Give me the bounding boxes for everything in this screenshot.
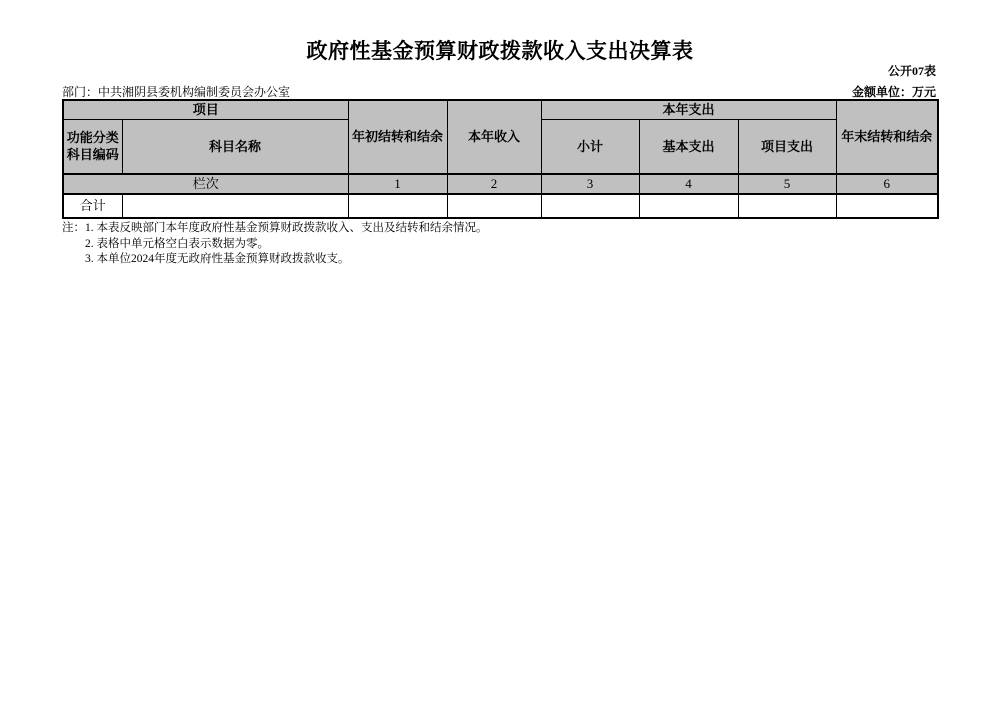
data-cell-opening-balance [348, 194, 447, 218]
column-index-3: 3 [541, 174, 639, 194]
header-row-1 [63, 100, 938, 119]
notes [62, 221, 488, 268]
column-index-row [63, 174, 938, 194]
data-cell-closing-balance [836, 194, 938, 218]
header-project-group: 项目 [63, 100, 348, 119]
total-label: 合计 [63, 194, 122, 218]
notes-prefix: 注： [62, 222, 85, 234]
column-index-2: 2 [447, 174, 541, 194]
header-opening-balance: 年初结转和结余 [348, 100, 447, 174]
amount-unit-label: 金额单位：万元 [851, 85, 936, 99]
table-code-label: 公开07表 [887, 64, 936, 78]
column-index-1: 1 [348, 174, 447, 194]
lanci-label: 栏次 [63, 174, 348, 194]
header-function-code: 功能分类科目编码 [63, 119, 122, 174]
header-subtotal: 小计 [541, 119, 639, 174]
column-index-6: 6 [836, 174, 938, 194]
note-item-1: 1. 本表反映部门本年度政府性基金预算财政拨款收入、支出及结转和结余情况。 [85, 222, 488, 234]
data-cell-basic-expenditure [639, 194, 738, 218]
department-line: 部门：中共湘阴县委机构编制委员会办公室 [62, 85, 291, 99]
data-cell-subject-name [122, 194, 348, 218]
page-title: 政府性基金预算财政拨款收入支出决算表 [306, 39, 694, 63]
column-index-5: 5 [738, 174, 836, 194]
header-subject-name: 科目名称 [122, 119, 348, 174]
header-basic-expenditure: 基本支出 [639, 119, 738, 174]
note-item-3: 3. 本单位2024年度无政府性基金预算财政拨款收支。 [85, 253, 350, 265]
data-cell-subtotal [541, 194, 639, 218]
column-index-4: 4 [639, 174, 738, 194]
header-current-year-income: 本年收入 [447, 100, 541, 174]
header-closing-balance: 年末结转和结余 [836, 100, 938, 174]
notes-items [85, 221, 488, 268]
header-project-expenditure: 项目支出 [738, 119, 836, 174]
header-expenditure-group: 本年支出 [541, 100, 836, 119]
budget-table [62, 99, 939, 219]
data-cell-project-expenditure [738, 194, 836, 218]
note-item-2: 2. 表格中单元格空白表示数据为零。 [85, 237, 269, 250]
data-cell-current-year-income [447, 194, 541, 218]
table-row-total [63, 194, 938, 218]
